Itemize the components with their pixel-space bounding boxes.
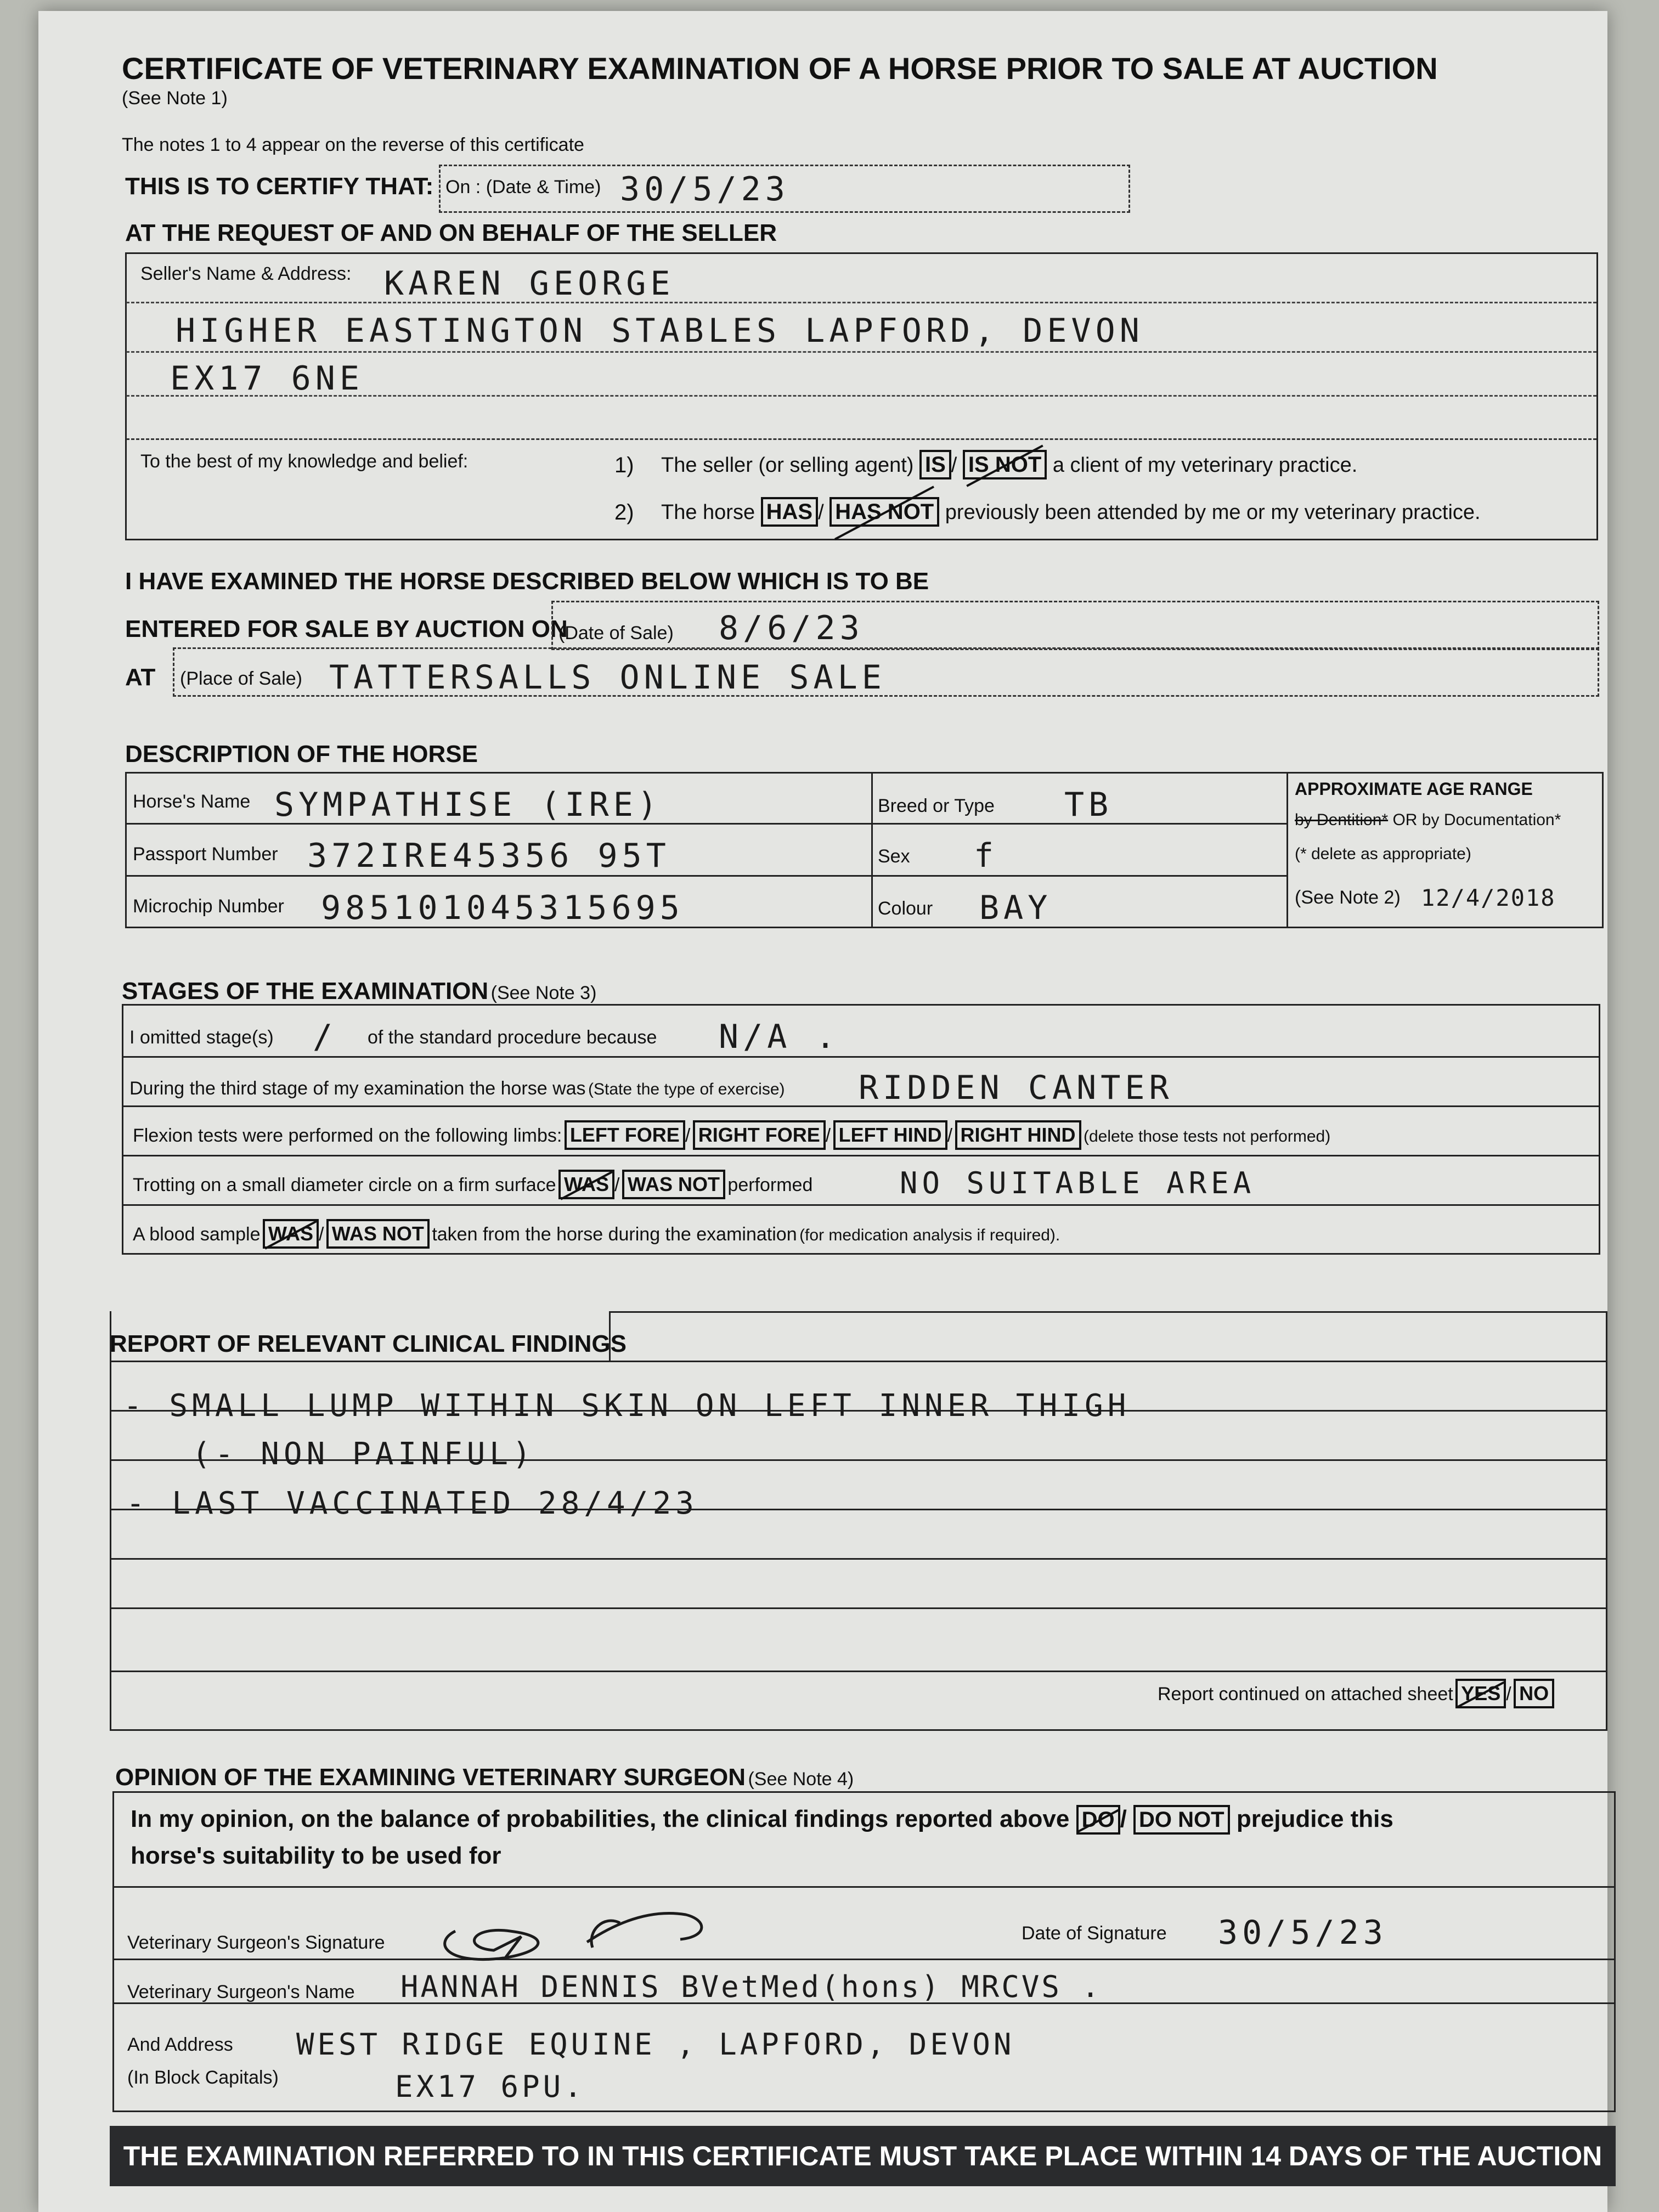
entered-for-sale-label: ENTERED FOR SALE BY AUCTION ON [125,616,568,642]
seller-address-line1: HIGHER EASTINGTON STABLES LAPFORD, DEVON [176,312,1144,350]
separator: / [1506,1684,1511,1705]
by-documentation-option[interactable]: by Documentation* [1421,811,1561,829]
microchip-value: 985101045315695 [321,889,684,927]
divider [609,1311,1607,1313]
omit-stage-value: / [313,1018,337,1056]
surgeon-name-value: HANNAH DENNIS BVetMed(hons) MRCVS . [400,1970,1102,2004]
certify-date-value: 30/5/23 [620,170,789,208]
by-dentition-option[interactable]: by Dentition* [1295,811,1389,829]
age-value: 12/4/2018 [1421,884,1556,911]
divider [110,1671,1607,1672]
place-of-sale-label: (Place of Sale) [180,668,302,689]
colour-label: Colour [878,898,933,919]
certify-label: THIS IS TO CERTIFY THAT: [125,173,434,200]
horse-name-value: SYMPATHISE (IRE) [274,786,662,824]
divider [110,1558,1607,1560]
divider [126,302,1596,303]
separator: / [951,454,957,477]
statement2 [661,497,1481,527]
right-hind-option[interactable]: RIGHT HIND [955,1120,1081,1150]
statement2-num: 2) [614,500,634,524]
continued-yes-option[interactable]: YES [1455,1679,1506,1708]
on-date-label: On : (Date & Time) [445,177,601,198]
sex-value: f [974,837,998,875]
divider [1286,772,1288,928]
surgeon-address-line1: WEST RIDGE EQUINE , LAPFORD, DEVON [296,2027,1015,2062]
divider [122,1155,1600,1156]
report-continued-row [1158,1679,1554,1712]
trotting-reason-value: NO SUITABLE AREA [900,1166,1256,1200]
seller-name-value: KAREN GEORGE [384,264,675,303]
age-delete-note: (* delete as appropriate) [1295,845,1471,863]
separator: / [318,1224,324,1245]
report-section-title: REPORT OF RELEVANT CLINICAL FINDINGS [110,1330,627,1357]
exercise-value: RIDDEN CANTER [859,1069,1173,1107]
address-label-caps: (In Block Capitals) [127,2067,279,2088]
trot-was-option[interactable]: WAS [558,1170,614,1199]
separator: / [1120,1805,1127,1832]
date-of-sale-field[interactable] [551,601,1599,650]
finding-line3: - LAST VACCINATED 28/4/23 [126,1486,698,1521]
date-of-sale-label: (Date of Sale) [558,623,674,644]
opinion-text-line2: horse's suitability to be used for [131,1842,501,1869]
opinion-text-end: prejudice this [1236,1805,1393,1832]
has-not-option[interactable]: HAS NOT [830,497,939,527]
age-range-title: APPROXIMATE AGE RANGE [1295,779,1533,799]
blood-sample-note: (for medication analysis if required). [799,1226,1060,1244]
finding-line2: (- NON PAINFUL) [192,1436,535,1472]
blood-was-option[interactable]: WAS [263,1219,319,1249]
signature-image [422,1898,730,1970]
statement1-text: The seller (or selling agent) [661,454,914,477]
surgeon-address-line2: EX17 6PU. [395,2069,585,2104]
divider [112,1959,1616,1960]
statement2-suffix: previously been attended by me or my veterinary practice. [945,501,1481,524]
third-stage-text: During the third stage of my examination the horse was [129,1078,586,1099]
opinion-title-text: OPINION OF THE EXAMINING VETERINARY SURGEON [115,1764,746,1791]
blood-sample-label: A blood sample [133,1224,261,1245]
omit-label: I omitted stage(s) [129,1027,274,1048]
signature-label: Veterinary Surgeon's Signature [127,1932,385,1953]
blood-was-not-option[interactable]: WAS NOT [326,1219,430,1249]
or-text: OR [1392,811,1418,829]
left-fore-option[interactable]: LEFT FORE [565,1120,685,1150]
footer-banner [110,2126,1616,2186]
blood-sample-suffix: taken from the horse during the examination [432,1224,797,1245]
microchip-label: Microchip Number [133,896,284,917]
divider [871,772,873,928]
separator: / [825,1125,831,1146]
divider [110,1607,1607,1609]
divider [126,351,1596,353]
examined-statement: I HAVE EXAMINED THE HORSE DESCRIBED BELOW WHICH IS TO BE [125,568,929,595]
trotting-suffix: performed [727,1175,813,1195]
passport-label: Passport Number [133,844,278,865]
separator: / [614,1175,620,1195]
opinion-text: In my opinion, on the balance of probabilities, the clinical findings reported above [131,1805,1070,1832]
date-of-signature-label: Date of Signature [1022,1923,1167,1944]
age-see-note: (See Note 2) [1295,887,1401,908]
continued-no-option[interactable]: NO [1514,1679,1554,1708]
stages-note: (See Note 3) [490,983,597,1003]
seller-name-label: Seller's Name & Address: [140,263,352,284]
separator: / [818,501,824,524]
blood-sample-row [133,1219,1060,1252]
stages-title-text: STAGES OF THE EXAMINATION [122,978,489,1005]
passport-value: 372IRE45356 95T [307,837,670,875]
seller-section-title: AT THE REQUEST OF AND ON BEHALF OF THE SELLER [125,219,777,246]
is-option[interactable]: IS [919,450,951,479]
statement2-text: The horse [661,501,755,524]
divider [110,1361,1607,1362]
is-not-option[interactable]: IS NOT [963,450,1047,479]
footer-text: THE EXAMINATION REFERRED TO IN THIS CERTIFICATE MUST TAKE PLACE WITHIN 14 DAYS OF THE AUCTION [123,2141,1602,2171]
colour-value: BAY [979,889,1052,927]
statement1 [661,450,1357,479]
divider [122,1056,1600,1058]
left-hind-option[interactable]: LEFT HIND [833,1120,947,1150]
certificate-title: CERTIFICATE OF VETERINARY EXAMINATION OF A HORSE PRIOR TO SALE AT AUCTION [122,51,1438,86]
do-not-option[interactable]: DO NOT [1133,1805,1230,1835]
knowledge-label: To the best of my knowledge and belief: [140,451,469,472]
title-note: (See Note 1) [122,88,228,109]
opinion-note: (See Note 4) [748,1769,854,1790]
flexion-row [133,1120,1330,1153]
description-section-title: DESCRIPTION OF THE HORSE [125,741,478,768]
omit-reason-label: of the standard procedure because [368,1027,657,1048]
divider [609,1311,611,1361]
date-of-signature-value: 30/5/23 [1218,1914,1387,1952]
horse-name-label: Horse's Name [133,791,251,812]
at-label: AT [125,664,156,691]
flexion-note: (delete those tests not performed) [1083,1127,1331,1146]
trotting-label: Trotting on a small diameter circle on a firm surface [133,1175,556,1195]
address-label: And Address [127,2034,233,2055]
breed-value: TB [1064,786,1113,824]
stages-section-title [122,978,596,1005]
divider [122,1204,1600,1206]
age-range-methods [1295,811,1561,830]
place-of-sale-value: TATTERSALLS ONLINE SALE [329,658,886,697]
report-continued-label: Report continued on attached sheet [1158,1684,1453,1705]
finding-line1: - SMALL LUMP WITHIN SKIN ON LEFT INNER THIGH [123,1388,1131,1424]
statement1-num: 1) [614,453,634,477]
notes-intro: The notes 1 to 4 appear on the reverse of this certificate [122,134,584,155]
do-option[interactable]: DO [1076,1805,1120,1835]
statement1-suffix: a client of my veterinary practice. [1052,454,1358,477]
trot-was-not-option[interactable]: WAS NOT [622,1170,725,1199]
divider [112,1886,1616,1888]
right-fore-option[interactable]: RIGHT FORE [693,1120,826,1150]
seller-address-line2: EX17 6NE [170,359,364,398]
sex-label: Sex [878,846,910,867]
third-stage-note: (State the type of exercise) [588,1080,785,1098]
separator: / [947,1125,953,1146]
flexion-label: Flexion tests were performed on the following limbs: [133,1125,562,1146]
date-of-sale-value: 8/6/23 [719,609,864,647]
has-option[interactable]: HAS [761,497,818,527]
opinion-section-title [115,1764,854,1791]
omit-reason-value: N/A . [719,1018,840,1056]
surgeon-name-label: Veterinary Surgeon's Name [127,1982,355,2002]
third-stage-label [129,1078,785,1099]
breed-label: Breed or Type [878,795,995,816]
trotting-row [133,1170,812,1203]
opinion-statement [131,1804,1393,1835]
separator: / [685,1125,691,1146]
divider [125,875,1288,877]
